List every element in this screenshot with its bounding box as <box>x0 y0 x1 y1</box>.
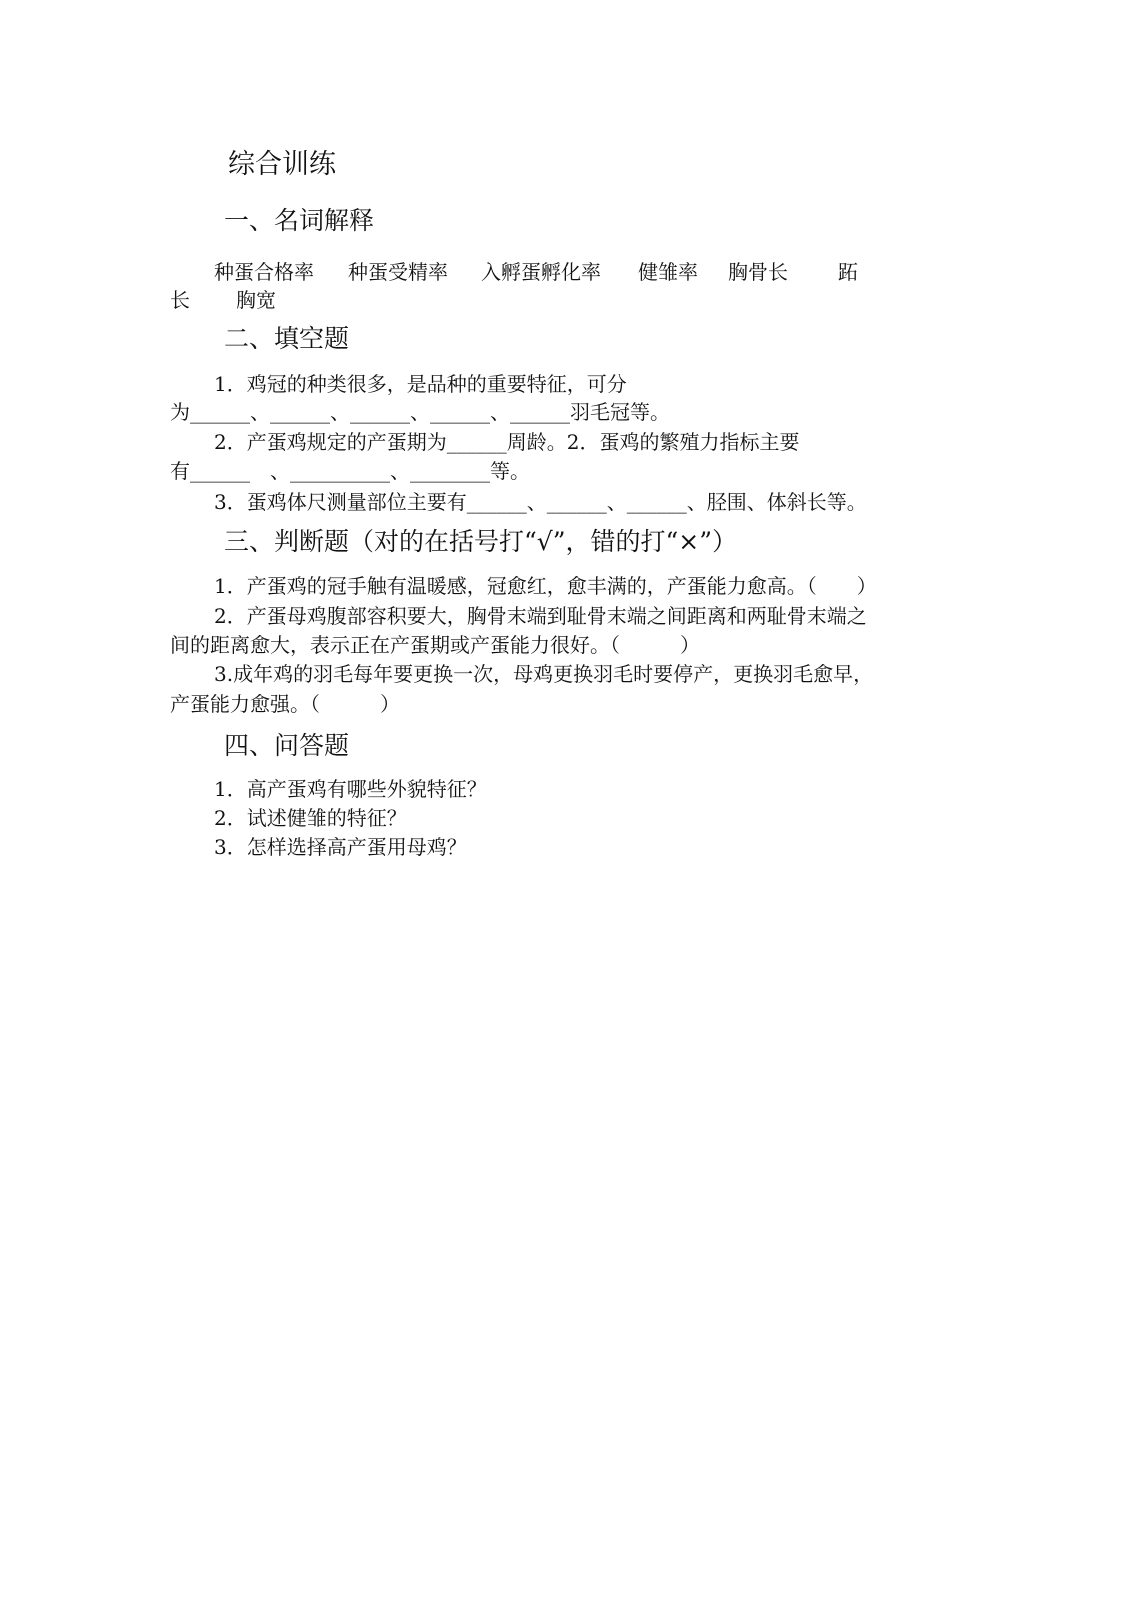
question-line: 为______、______、______、______、______羽毛冠等。 <box>170 400 670 424</box>
page-title: 综合训练 <box>228 149 336 180</box>
question-line: 2．试述健雏的特征？ <box>214 806 407 830</box>
section-heading-true-false: 三、判断题（对的在括号打“√”，错的打“×”） <box>224 527 738 556</box>
question-line: 2．产蛋鸡规定的产蛋期为______周龄。2．蛋鸡的繁殖力指标主要 <box>214 430 800 454</box>
question-line: 1．鸡冠的种类很多，是品种的重要特征，可分 <box>214 372 627 396</box>
question-line: 3．蛋鸡体尺测量部位主要有______、______、______、胫围、体斜长等。 <box>214 490 867 514</box>
question-line: 1．产蛋鸡的冠手触有温暖感，冠愈红，愈丰满的，产蛋能力愈高。（ ） <box>214 574 877 598</box>
term-item: 入孵蛋孵化率 <box>481 260 601 284</box>
question-line: 1．高产蛋鸡有哪些外貌特征？ <box>214 777 487 801</box>
question-line: 间的距离愈大，表示正在产蛋期或产蛋能力很好。（ ） <box>170 633 700 657</box>
term-item: 胸骨长 <box>728 260 788 284</box>
question-line: 3.成年鸡的羽毛每年要更换一次，母鸡更换羽毛时要停产，更换羽毛愈早， <box>214 662 874 686</box>
term-item: 胸宽 <box>236 288 276 312</box>
term-item: 种蛋受精率 <box>348 260 448 284</box>
question-line: 2．产蛋母鸡腹部容积要大，胸骨末端到耻骨末端之间距离和两耻骨末端之 <box>214 604 867 628</box>
question-line: 3．怎样选择高产蛋用母鸡？ <box>214 835 467 859</box>
term-item: 健雏率 <box>638 260 698 284</box>
section-heading-qa: 四、问答题 <box>224 731 350 760</box>
section-heading-fill-blank: 二、填空题 <box>224 324 350 353</box>
question-line: 产蛋能力愈强。（ ） <box>170 692 400 716</box>
question-line: 有______ 、__________、________等。 <box>170 459 530 483</box>
term-item: 种蛋合格率 <box>214 260 314 284</box>
term-item: 长 <box>170 288 190 312</box>
section-heading-terms: 一、名词解释 <box>224 206 375 235</box>
term-item: 跖 <box>838 260 858 284</box>
